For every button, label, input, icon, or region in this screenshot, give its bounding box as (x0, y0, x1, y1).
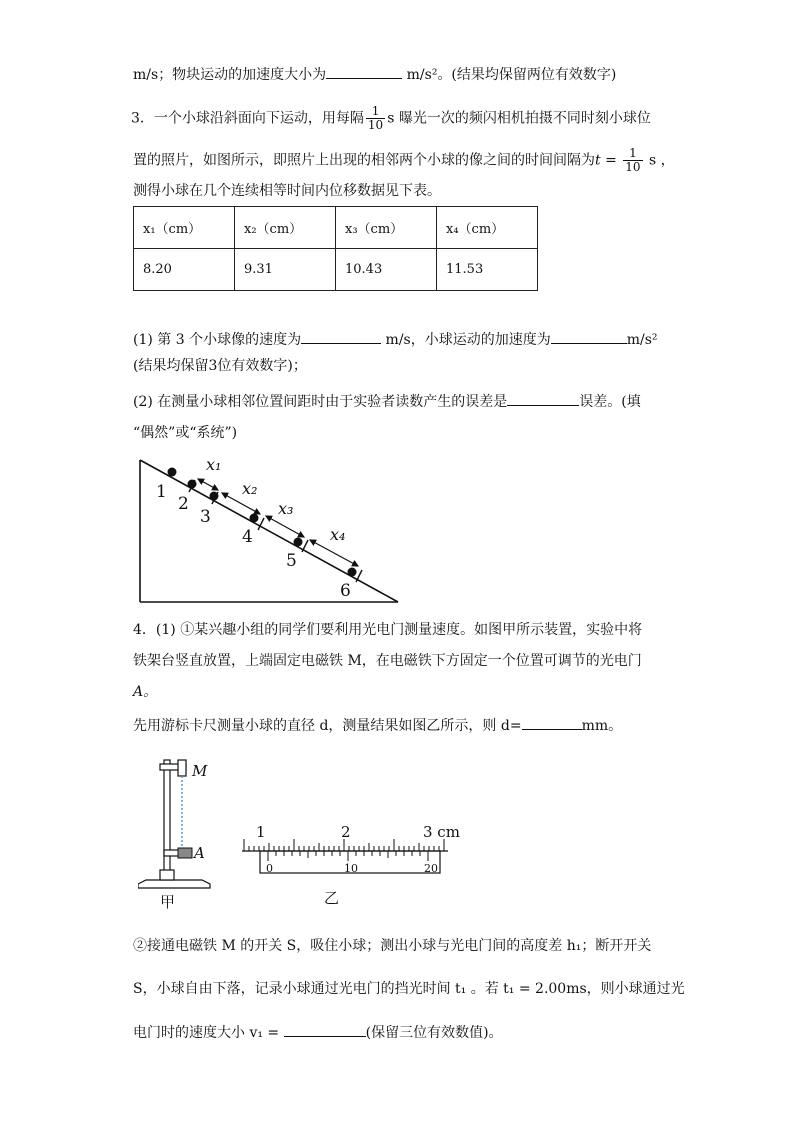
vernier-label: 10 (344, 862, 358, 875)
electromagnet-m (178, 760, 186, 776)
ball-label: 6 (340, 581, 351, 601)
table-cell: 9.31 (235, 249, 336, 291)
answer-blank-diameter[interactable] (522, 715, 582, 730)
part2-options: “偶然”或“系统”) (133, 425, 238, 441)
ball-6 (348, 568, 357, 577)
q3-line-1 (131, 105, 651, 132)
caption-yi: 乙 (324, 889, 340, 907)
q4-line-3 (133, 682, 157, 702)
q4-line1-text: 4．(1) ①某兴趣小组的同学们要利用光电门测量速度。如图甲所示装置，实验中将 (133, 622, 643, 638)
step2-text-a: ②接通电磁铁 M 的开关 S，吸住小球；测出小球与光电门间的高度差 h₁；断开开关 (133, 938, 652, 954)
ball-label: 1 (156, 482, 167, 502)
displacement-table (133, 206, 538, 291)
question-number: 3． (131, 110, 154, 127)
table-header-cell: x₃（cm） (336, 207, 437, 249)
base-collar (160, 870, 174, 880)
main-scale-label: 2 (341, 823, 351, 841)
part2-prompt-b: 误差。(填 (579, 394, 641, 410)
q4-line-4 (133, 715, 622, 736)
accel-prompt: ；物块运动的加速度大小为 (158, 67, 327, 83)
fraction-one-tenth (366, 105, 385, 132)
part1-unit: m/s² (626, 332, 658, 348)
stand-figure-jia (138, 752, 228, 912)
unit-ms: m/s (133, 67, 159, 83)
fraction-denominator: 10 (625, 160, 641, 174)
q4-line-2 (133, 651, 642, 671)
part1-note: (结果均保留3位有效数字)； (133, 358, 307, 374)
ball-label: 5 (286, 551, 297, 571)
caption-jia: 甲 (160, 893, 176, 911)
fraction-numerator: 1 (623, 147, 642, 161)
arrow-x3 (266, 516, 304, 537)
photogate-a (178, 848, 192, 858)
segment-arrows (198, 479, 358, 566)
table-cell: 10.43 (336, 249, 437, 291)
q4-diameter-prompt: 先用游标卡尺测量小球的直径 d，测量结果如图乙所示，则 d= (133, 718, 522, 734)
ball-label: 4 (242, 527, 253, 547)
label-m: M (192, 762, 208, 780)
segment-label: x₁ (206, 455, 222, 474)
ball-label: 3 (200, 507, 211, 527)
segment-label: x₃ (278, 499, 294, 518)
step2-text-c: 电门时的速度大小 v₁ = (133, 1025, 284, 1041)
table-header-row (134, 207, 538, 249)
vernier-label: 20 (424, 862, 438, 875)
t-symbol: t (595, 152, 601, 169)
step2-text-d: (保留三位有效数值)。 (365, 1025, 503, 1041)
main-scale-ticks (244, 839, 444, 851)
fraction-numerator: 1 (366, 105, 385, 119)
part1-prompt-a: (1) 第 3 个小球像的速度为 (133, 332, 302, 348)
table-row (134, 249, 538, 291)
q4-line-1 (133, 620, 642, 640)
q3-line-2 (133, 147, 675, 174)
arrow-x1 (198, 479, 218, 490)
table-cell: 8.20 (134, 249, 235, 291)
part2-prompt-a: (2) 在测量小球相邻位置间距时由于实验者读数产生的误差是 (133, 394, 508, 410)
ball-label: 2 (178, 494, 189, 514)
q3-part-1 (133, 329, 658, 350)
q3-intro-a: 一个小球沿斜面向下运动，用每隔 (153, 110, 364, 127)
part1-prompt-b: m/s，小球运动的加速度为 (385, 332, 551, 348)
step2-text-b: S，小球自由下落，记录小球通过光电门的挡光时间 t₁ 。若 t₁ = 2.00ms，则小球通过光 (133, 981, 685, 997)
vernier-scale-ticks (268, 851, 428, 861)
vernier-figure-yi (238, 818, 464, 910)
table-header-cell: x₁（cm） (134, 207, 235, 249)
answer-blank-accel[interactable] (326, 64, 402, 79)
ball-4 (250, 514, 259, 523)
vernier-label: 0 (266, 862, 273, 875)
fraction-denominator: 10 (367, 118, 384, 132)
table-header-cell: x₄（cm） (437, 207, 538, 249)
incline-outline (140, 460, 398, 602)
segment-label: x₄ (330, 525, 346, 544)
q3-line2-text: 置的照片，如图所示，即照片上出现的相邻两个小球的像之间的时间间隔为 (133, 152, 595, 169)
unit-ms2: m/s² (406, 67, 438, 83)
q4-line3-text: A。 (133, 684, 158, 700)
answer-blank-error-type[interactable] (507, 391, 579, 406)
q3-line-3 (133, 181, 441, 201)
q4-diameter-unit: mm。 (581, 718, 623, 734)
stand-base (138, 880, 210, 888)
main-scale-label: 3 cm (423, 823, 460, 841)
q3-line3-text: 测得小球在几个连续相等时间内位移数据见下表。 (133, 183, 441, 199)
continuation-line (133, 64, 616, 85)
q4-step2-line-3 (133, 1022, 503, 1043)
fraction-one-tenth-2 (623, 147, 642, 174)
answer-blank-acceleration[interactable] (551, 329, 627, 344)
q3-intro-b: s 曝光一次的频闪相机拍摄不同时刻小球位 (387, 110, 651, 127)
answer-blank-speed[interactable] (284, 1022, 366, 1037)
ball-1 (168, 468, 177, 477)
incline-figure (128, 452, 408, 604)
q4-line2-text: 铁架台竖直放置，上端固定电磁铁 M，在电磁铁下方固定一个位置可调节的光电门 (133, 653, 642, 669)
q3-part-2-options (133, 423, 237, 443)
q3-line2-unit: s ， (644, 152, 675, 169)
segment-labels (206, 455, 345, 544)
main-scale-label: 1 (256, 823, 266, 841)
answer-blank-velocity[interactable] (301, 329, 381, 344)
ball-labels (156, 482, 351, 601)
q4-step2-line-2 (133, 979, 685, 999)
precision-note: 。(结果均保留两位有效数字) (437, 67, 617, 83)
segment-label: x₂ (242, 479, 258, 498)
table-header-cell: x₂（cm） (235, 207, 336, 249)
label-a: A (194, 844, 205, 862)
q3-part-1-note (133, 356, 307, 376)
ball-5 (294, 538, 303, 547)
equals-sign: = (600, 152, 622, 169)
table-cell: 11.53 (437, 249, 538, 291)
q3-part-2 (133, 391, 641, 412)
q4-step2-line-1 (133, 936, 651, 956)
